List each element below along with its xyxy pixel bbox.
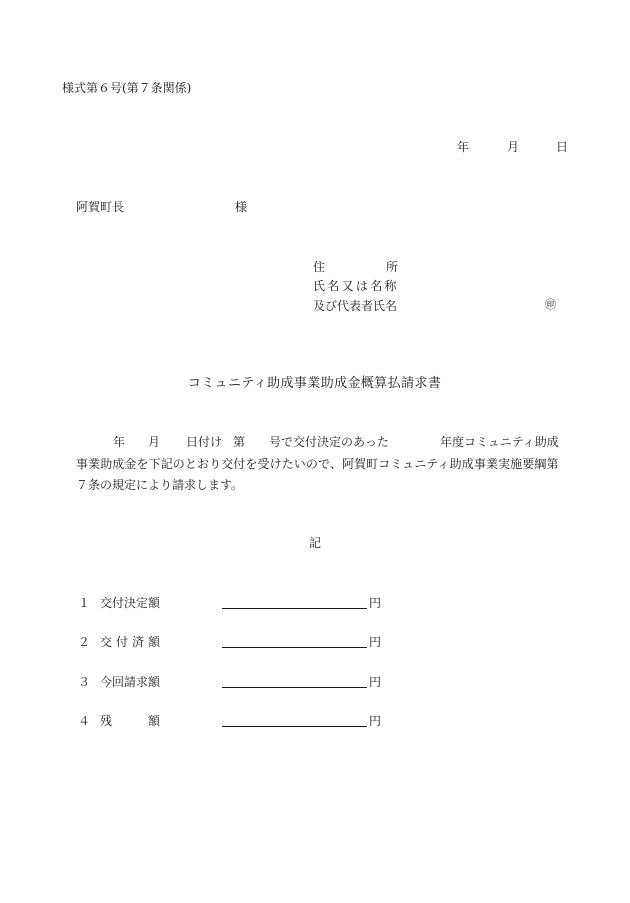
item-2-amount-line[interactable]: [222, 647, 367, 648]
item-4-number: ４: [78, 714, 91, 728]
date-month: 月: [507, 140, 520, 154]
item-3-number: ３: [78, 675, 91, 689]
date-day: 日: [556, 140, 569, 154]
item-2-number: ２: [78, 635, 91, 649]
item-1-number: １: [78, 596, 91, 610]
item-4-label-part-1: 残: [100, 714, 113, 728]
item-3-label: 今回請求額: [100, 675, 161, 689]
item-1-label: 交付決定額: [100, 596, 161, 610]
addressee-name: 阿賀町長: [76, 200, 125, 214]
applicant-address-label-1: 住: [313, 260, 326, 274]
body-year: 年: [113, 435, 126, 449]
applicant-address-label-2: 所: [386, 260, 399, 274]
item-2-label: 交付済額: [100, 635, 165, 649]
ki-heading: 記: [309, 536, 322, 550]
item-4-label-part-2: 額: [148, 714, 161, 728]
seal-mark: ㊞: [545, 298, 556, 311]
item-1-amount-line[interactable]: [222, 608, 367, 609]
body-decision: 号で交付決定のあった: [269, 435, 389, 449]
body-month: 月: [148, 435, 161, 449]
body-day: 日付け: [186, 435, 223, 449]
date-year: 年: [457, 140, 470, 154]
addressee-honorific: 様: [235, 200, 248, 214]
item-3-amount-line[interactable]: [222, 687, 367, 688]
body-fiscal-year: 年度コミュニティ助成: [440, 435, 559, 449]
item-3-unit: 円: [369, 675, 382, 689]
body-line-3: ７条の規定により請求します。: [76, 478, 244, 492]
item-2-unit: 円: [369, 635, 382, 649]
applicant-name-label: 氏名又は名称: [313, 279, 399, 293]
applicant-representative-label: 及び代表者氏名: [313, 299, 398, 313]
form-number: 様式第６号(第７条関係): [62, 81, 192, 95]
item-4-amount-line[interactable]: [222, 726, 367, 727]
item-1-unit: 円: [369, 596, 382, 610]
body-dai: 第: [233, 435, 246, 449]
document-title: コミュニティ助成事業助成金概算払請求書: [188, 376, 442, 391]
body-line-2: 事業助成金を下記のとおり交付を受けたいので、阿賀町コミュニティ助成事業実施要綱第: [76, 457, 559, 471]
item-4-unit: 円: [369, 714, 382, 728]
